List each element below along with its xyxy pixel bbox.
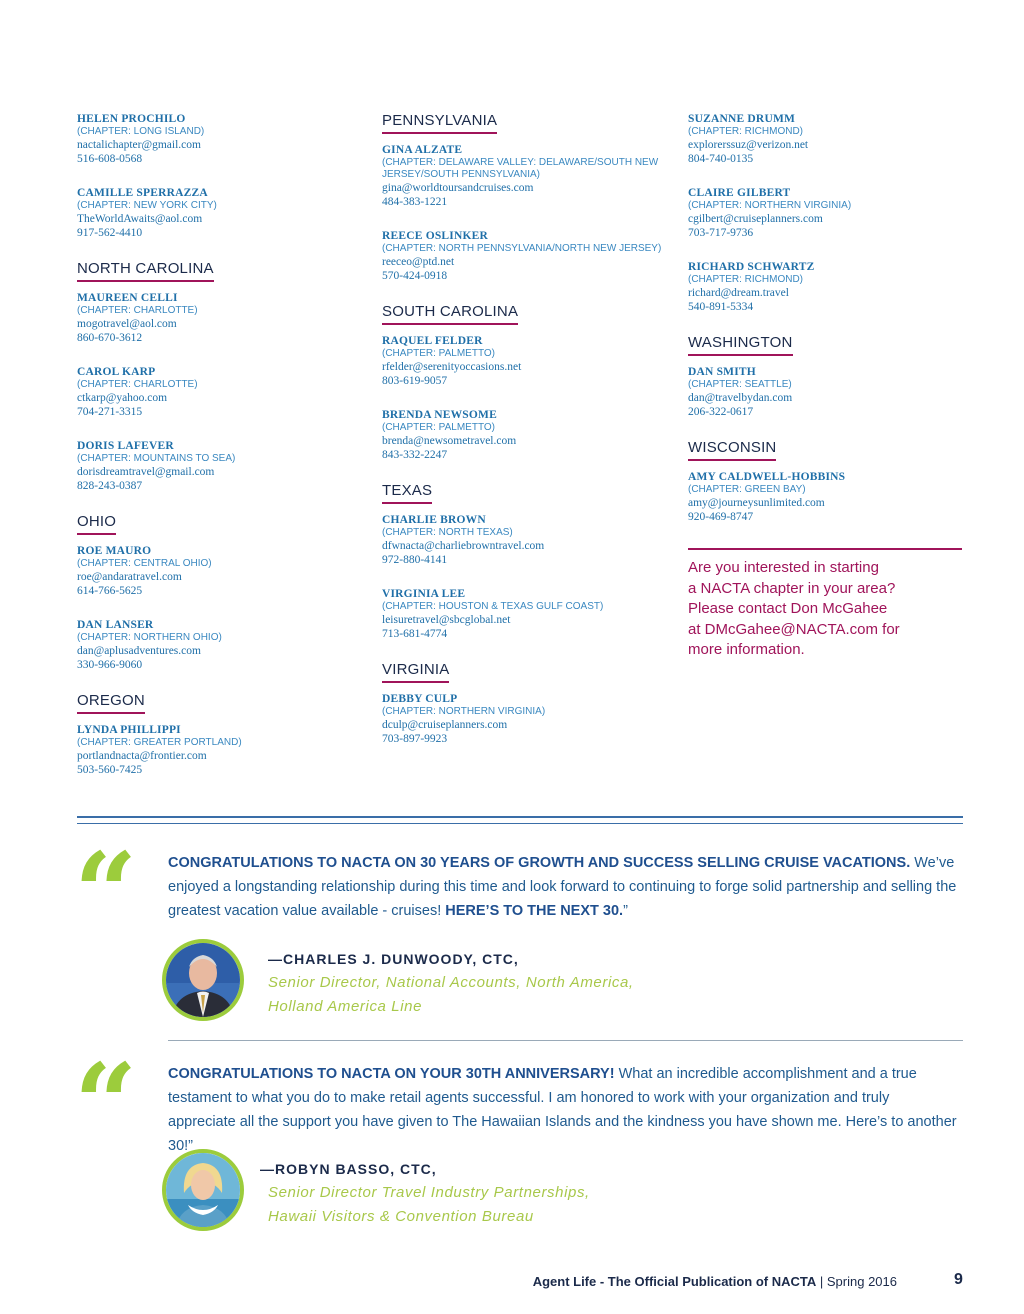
state-heading-oregon: OREGON	[77, 692, 145, 714]
contact-phone: 540-891-5334	[688, 301, 754, 313]
directory-column-2	[382, 112, 672, 766]
contact-name: RICHARD SCHWARTZ	[688, 261, 815, 273]
contact-phone: 703-897-9923	[382, 733, 448, 745]
contact-chapter: (CHAPTER: RICHMOND)	[688, 126, 803, 137]
role-line: Senior Director, National Accounts, North America,	[268, 974, 634, 991]
contact-chapter: (CHAPTER: DELAWARE VALLEY: DELAWARE/SOUTH NEW JERSEY/SOUTH PENNSYLVANIA)	[382, 157, 659, 180]
contact-name: REECE OSLINKER	[382, 230, 489, 242]
contact-name: RAQUEL FELDER	[382, 335, 483, 347]
contact-phone: 860-670-3612	[77, 332, 143, 344]
contact-phone: 828-243-0387	[77, 480, 143, 492]
contact-chapter: (CHAPTER: NORTHERN VIRGINIA)	[382, 706, 546, 717]
contact-phone: 516-608-0568	[77, 153, 143, 165]
contact-email[interactable]: gina@worldtoursandcruises.com	[382, 182, 534, 194]
contact-entry	[77, 186, 357, 240]
contact-email[interactable]: cgilbert@cruiseplanners.com	[688, 213, 823, 225]
contact-email[interactable]: nactalichapter@gmail.com	[77, 139, 201, 151]
contact-chapter: (CHAPTER: SEATTLE)	[688, 379, 792, 390]
page-footer	[533, 1274, 897, 1289]
directory-column-1	[77, 112, 357, 797]
contact-name: CAROL KARP	[77, 366, 156, 378]
contact-phone: 330-966-9060	[77, 659, 143, 671]
contact-chapter: (CHAPTER: CHARLOTTE)	[77, 305, 198, 316]
contact-entry	[77, 618, 357, 672]
contact-name: ROE MAURO	[77, 545, 152, 557]
contact-phone: 503-560-7425	[77, 764, 143, 776]
contact-chapter: (CHAPTER: RICHMOND)	[688, 274, 803, 285]
contact-email[interactable]: reeceo@ptd.net	[382, 256, 455, 268]
state-heading-texas: TEXAS	[382, 482, 432, 504]
cta-line: a NACTA chapter in your area?	[688, 579, 896, 597]
state-heading-north-carolina: NORTH CAROLINA	[77, 260, 214, 282]
section-divider	[77, 816, 963, 824]
contact-entry	[688, 365, 968, 419]
contact-name: MAUREEN CELLI	[77, 292, 178, 304]
state-heading-washington: WASHINGTON	[688, 334, 793, 356]
cta-line[interactable]: at DMcGahee@NACTA.com for	[688, 620, 900, 638]
avatar	[162, 939, 244, 1021]
contact-phone: 570-424-0918	[382, 270, 448, 282]
cta-line: Are you interested in starting	[688, 559, 879, 576]
quote-body: We’ve enjoyed a longstanding relationship during this time and look forward to continuing to forge solid partnership and selling the greatest vacation value available - cruises!	[168, 855, 957, 919]
contact-email[interactable]: dfwnacta@charliebrowntravel.com	[382, 540, 545, 552]
contact-name: CLAIRE GILBERT	[688, 187, 791, 199]
contact-chapter: (CHAPTER: GREATER PORTLAND)	[77, 737, 242, 748]
contact-entry	[77, 365, 357, 419]
testimonial-quote	[168, 851, 960, 923]
page-number: 9	[954, 1271, 963, 1288]
role-line: Senior Director Travel Industry Partnerships,	[268, 1184, 590, 1201]
contact-email[interactable]: dan@travelbydan.com	[688, 392, 793, 404]
quote-lead: CONGRATULATIONS TO NACTA ON YOUR 30TH ANNIVERSARY!	[168, 1066, 615, 1082]
state-heading-virginia: VIRGINIA	[382, 661, 449, 683]
contact-entry	[77, 291, 357, 345]
contact-email[interactable]: rfelder@serenityoccasions.net	[382, 361, 522, 373]
contact-phone: 917-562-4410	[77, 227, 143, 239]
testimonial-divider	[168, 1040, 963, 1041]
contact-phone: 713-681-4774	[382, 628, 448, 640]
cta-line: Please contact Don McGahee	[688, 600, 888, 617]
contact-entry	[77, 112, 357, 166]
contact-entry	[382, 692, 672, 746]
cta-divider	[688, 548, 962, 550]
quote-closing: HERE’S TO THE NEXT 30.	[445, 903, 624, 919]
contact-chapter: (CHAPTER: CHARLOTTE)	[77, 379, 198, 390]
contact-phone: 703-717-9736	[688, 227, 754, 239]
contact-chapter: (CHAPTER: NORTHERN VIRGINIA)	[688, 200, 852, 211]
contact-phone: 803-619-9057	[382, 375, 448, 387]
contact-chapter: (CHAPTER: NORTHERN OHIO)	[77, 632, 222, 643]
contact-entry	[77, 439, 357, 493]
contact-entry	[688, 470, 968, 524]
contact-email[interactable]: richard@dream.travel	[688, 287, 789, 299]
contact-name: VIRGINIA LEE	[382, 588, 466, 600]
contact-name: DEBBY CULP	[382, 693, 458, 705]
contact-name: SUZANNE DRUMM	[688, 113, 796, 125]
contact-chapter: (CHAPTER: LONG ISLAND)	[77, 126, 205, 137]
contact-entry	[382, 408, 672, 462]
contact-entry	[382, 587, 672, 641]
contact-name: AMY CALDWELL-HOBBINS	[688, 471, 846, 483]
contact-name: CAMILLE SPERRAZZA	[77, 187, 208, 199]
contact-phone: 206-322-0617	[688, 406, 754, 418]
state-heading-ohio: OHIO	[77, 513, 116, 535]
quote-mark-icon: “	[74, 828, 138, 957]
contact-name: BRENDA NEWSOME	[382, 409, 497, 421]
contact-chapter: (CHAPTER: NORTH TEXAS)	[382, 527, 513, 538]
contact-phone: 804-740-0135	[688, 153, 754, 165]
portrait-charles-dunwoody	[166, 943, 240, 1017]
contact-email[interactable]: leisuretravel@sbcglobal.net	[382, 614, 511, 626]
contact-email[interactable]: roe@andaratravel.com	[77, 571, 182, 583]
role-line: Holland America Line	[268, 998, 423, 1015]
contact-email[interactable]: ctkarp@yahoo.com	[77, 392, 168, 404]
contact-name: DAN LANSER	[77, 619, 154, 631]
contact-entry	[688, 186, 968, 240]
quote-lead: CONGRATULATIONS TO NACTA ON 30 YEARS OF GROWTH AND SUCCESS SELLING CRUISE VACATIONS.	[168, 855, 911, 871]
avatar	[162, 1149, 244, 1231]
contact-chapter: (CHAPTER: HOUSTON & TEXAS GULF COAST)	[382, 601, 604, 612]
contact-email[interactable]: dan@aplusadventures.com	[77, 645, 201, 657]
contact-name: CHARLIE BROWN	[382, 514, 486, 526]
role-line: Hawaii Visitors & Convention Bureau	[268, 1208, 534, 1225]
contact-email[interactable]: portlandnacta@frontier.com	[77, 750, 207, 762]
contact-chapter: (CHAPTER: CENTRAL OHIO)	[77, 558, 212, 569]
contact-email[interactable]: explorerssuz@verizon.net	[688, 139, 809, 151]
contact-email[interactable]: dculp@cruiseplanners.com	[382, 719, 508, 731]
contact-entry	[77, 544, 357, 598]
state-heading-south-carolina: SOUTH CAROLINA	[382, 303, 518, 325]
contact-entry	[688, 112, 968, 166]
contact-email[interactable]: dorisdreamtravel@gmail.com	[77, 466, 215, 478]
contact-chapter: (CHAPTER: NEW YORK CITY)	[77, 200, 217, 211]
contact-chapter: (CHAPTER: GREEN BAY)	[688, 484, 806, 495]
contact-entry	[382, 334, 672, 388]
issue-date: | Spring 2016	[816, 1274, 897, 1289]
contact-name: GINA ALZATE	[382, 144, 463, 156]
quote-body: What an incredible accomplishment and a true testament to what you do to make retail agents successful. I am honored to work with your organization and truly appreciate all the support you have given to The Hawaiian Islands and the kindness you have shown me. Here’s to another 30!”	[168, 1066, 957, 1154]
quote-end: ”	[623, 903, 628, 919]
state-heading-pennsylvania: PENNSYLVANIA	[382, 112, 497, 134]
portrait-robyn-basso	[166, 1153, 240, 1227]
contact-email[interactable]: mogotravel@aol.com	[77, 318, 177, 330]
attribution-name: —ROBYN BASSO, CTC,	[260, 1161, 437, 1177]
state-heading-wisconsin: WISCONSIN	[688, 439, 776, 461]
contact-chapter: (CHAPTER: PALMETTO)	[382, 348, 495, 359]
contact-name: HELEN PROCHILO	[77, 113, 186, 125]
attribution-name: —CHARLES J. DUNWOODY, CTC,	[268, 951, 519, 967]
contact-entry	[382, 229, 672, 283]
attribution-role	[268, 1181, 590, 1229]
contact-phone: 920-469-8747	[688, 511, 754, 523]
contact-phone: 614-766-5625	[77, 585, 143, 597]
contact-chapter: (CHAPTER: PALMETTO)	[382, 422, 495, 433]
contact-chapter: (CHAPTER: NORTH PENNSYLVANIA/NORTH NEW JERSEY)	[382, 243, 662, 254]
publication-name: Agent Life - The Official Publication of NACTA	[532, 1274, 817, 1289]
quote-mark-icon: “	[74, 1039, 138, 1168]
contact-name: DORIS LAFEVER	[77, 440, 174, 452]
testimonial-quote	[168, 1062, 960, 1158]
contact-entry	[77, 723, 357, 777]
contact-phone: 484-383-1221	[382, 196, 448, 208]
cta-line: more information.	[688, 641, 805, 658]
contact-entry	[382, 513, 672, 567]
contact-entry	[382, 143, 672, 209]
attribution-role	[268, 971, 634, 1019]
contact-phone: 843-332-2247	[382, 449, 448, 461]
contact-phone: 704-271-3315	[77, 406, 143, 418]
contact-name: DAN SMITH	[688, 366, 756, 378]
contact-chapter: (CHAPTER: MOUNTAINS TO SEA)	[77, 453, 236, 464]
contact-email[interactable]: brenda@newsometravel.com	[382, 435, 517, 447]
contact-phone: 972-880-4141	[382, 554, 448, 566]
chapter-cta	[688, 558, 968, 661]
contact-entry	[688, 260, 968, 314]
directory-column-3	[688, 112, 968, 661]
contact-email[interactable]: amy@journeysunlimited.com	[688, 497, 825, 509]
contact-name: LYNDA PHILLIPPI	[77, 724, 181, 736]
contact-email[interactable]: TheWorldAwaits@aol.com	[77, 213, 203, 225]
